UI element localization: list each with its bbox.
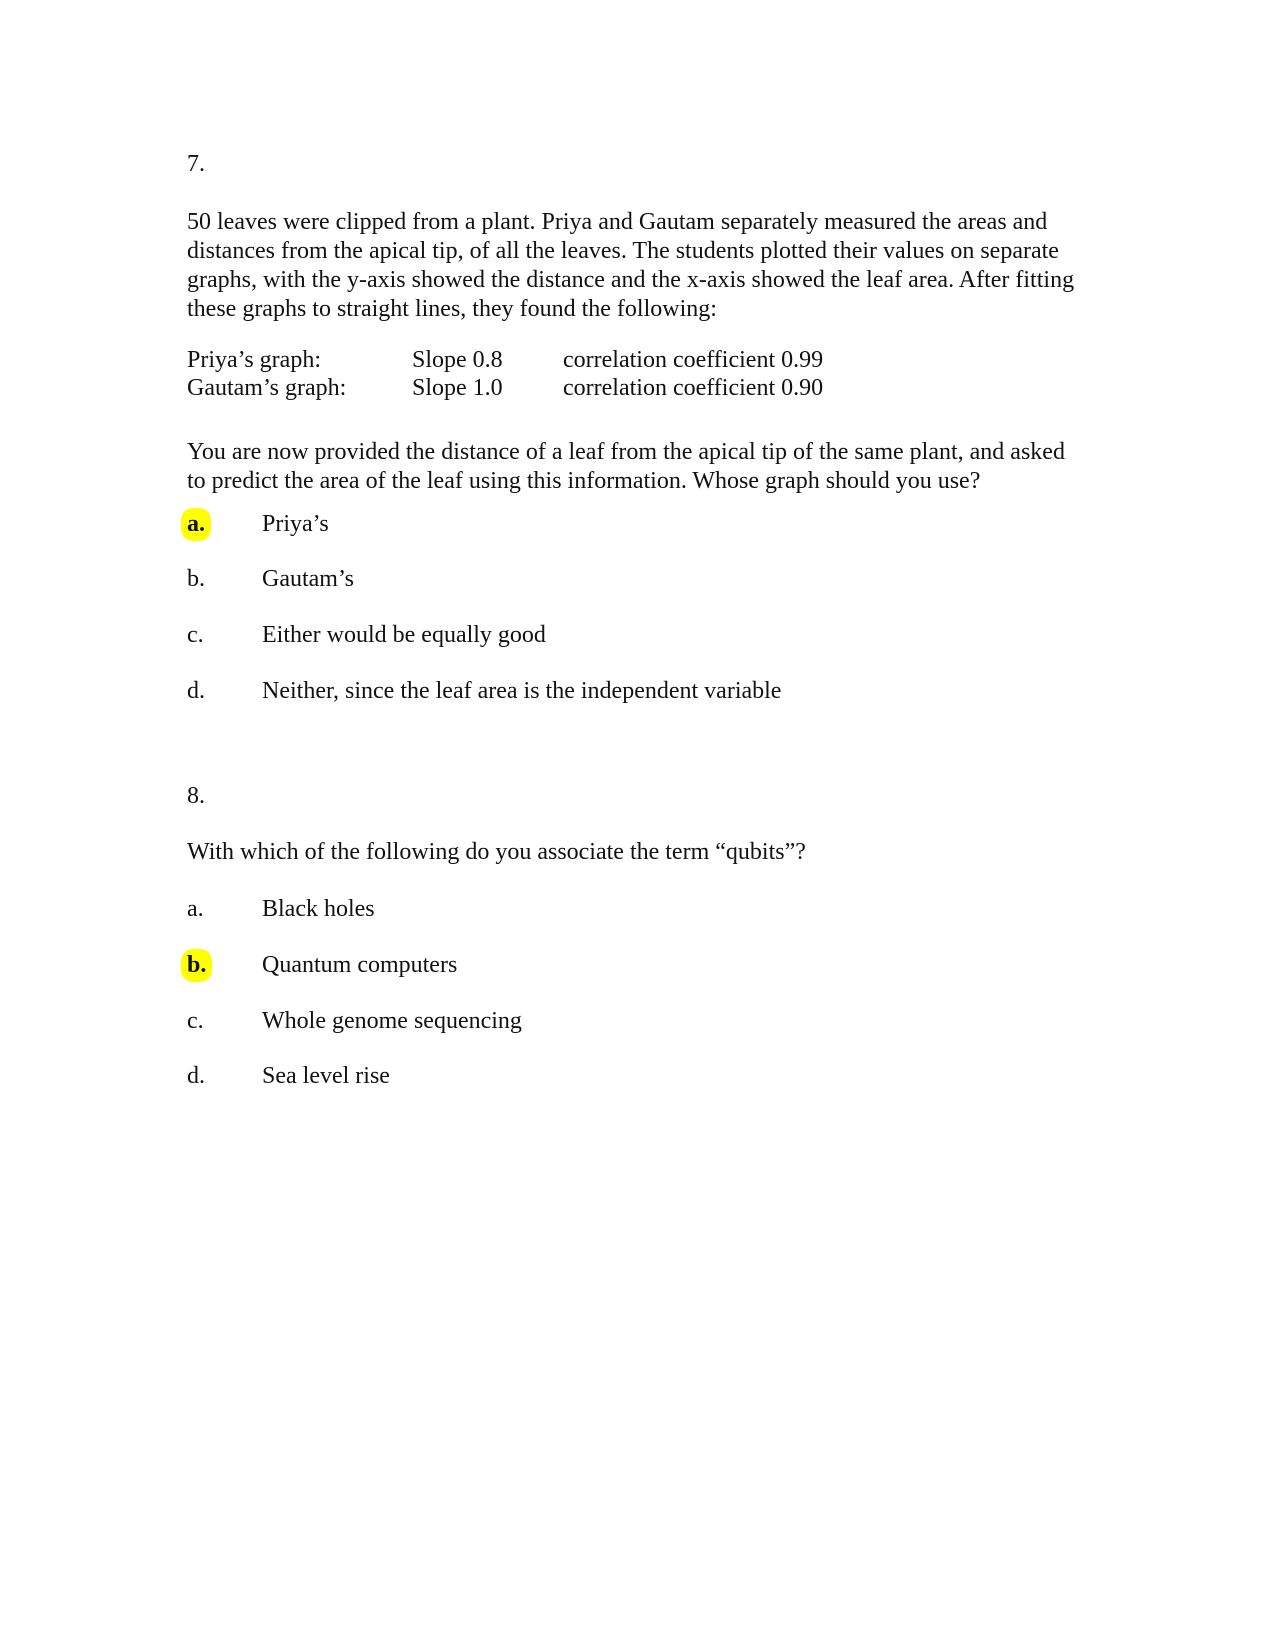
option-text: Whole genome sequencing [262, 1008, 522, 1034]
option-text: Gautam’s [262, 566, 354, 592]
option-text: Black holes [262, 896, 375, 922]
option-text: Sea level rise [262, 1063, 390, 1089]
question-7-number: 7. [187, 151, 205, 177]
option-text: Neither, since the leaf area is the independent variable [262, 678, 782, 704]
graph-slope: Slope 1.0 [412, 375, 503, 401]
graph-name: Gautam’s graph: [187, 375, 347, 401]
q7-option-d [187, 677, 1007, 706]
question-7-prompt: You are now provided the distance of a leaf from the apical tip of the same plant, and asked to predict the area of the leaf using this information. Whose graph should you use? [187, 439, 1065, 494]
option-letter: a. [187, 896, 204, 922]
option-letter: d. [187, 1063, 205, 1089]
q8-option-a [187, 895, 1007, 924]
option-letter: b. [187, 566, 205, 592]
option-letter: c. [187, 622, 204, 648]
option-text: Either would be equally good [262, 622, 546, 648]
option-letter: d. [187, 678, 205, 704]
q8-option-b [187, 951, 1007, 980]
q8-option-d [187, 1062, 1007, 1091]
option-letter: c. [187, 1008, 204, 1034]
q8-option-c [187, 1007, 1007, 1036]
graph-correlation: correlation coefficient 0.99 [563, 347, 824, 373]
question-8-number: 8. [187, 783, 205, 809]
question-7-stem: 50 leaves were clipped from a plant. Priya and Gautam separately measured the areas and distances from the apical tip, of all the leaves. The students plotted their values on separate graphs, with the y-axis showed the distance and the x-axis showed the leaf area. After fitting these graphs to straight lines, they found the following: [187, 209, 1075, 322]
q7-option-a [187, 510, 1007, 539]
q7-option-b [187, 565, 1007, 594]
option-text: Priya’s [262, 511, 329, 537]
graph-name: Priya’s graph: [187, 347, 321, 373]
question-8-prompt: With which of the following do you associate the term “qubits”? [187, 839, 806, 865]
option-letter-highlighted: a. [181, 508, 211, 541]
q7-option-c [187, 621, 1007, 650]
graph-slope: Slope 0.8 [412, 347, 503, 373]
graph-correlation: correlation coefficient 0.90 [563, 375, 824, 401]
option-letter-highlighted: b. [181, 949, 212, 982]
option-text: Quantum computers [262, 952, 458, 978]
